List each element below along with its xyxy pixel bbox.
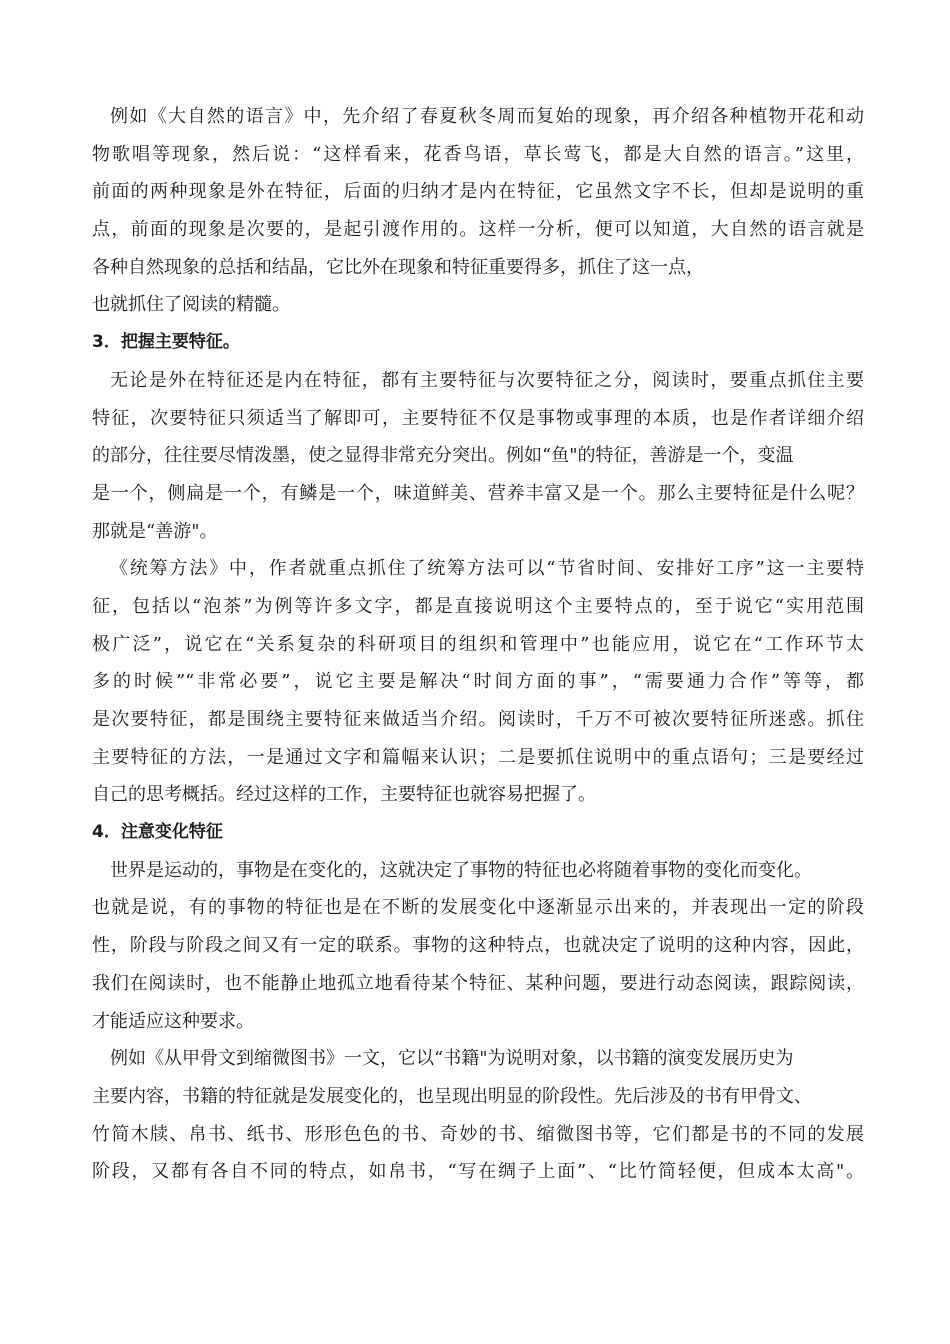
text-line: 阶段，又都有各自不同的特点，如帛书，“写在绸子上面”、“比竹简轻便，但成本太高"。 [92, 1161, 864, 1183]
paragraph [92, 852, 864, 1040]
paragraph [92, 1040, 864, 1191]
text-line: 《统筹方法》中，作者就重点抓住了统筹方法可以“节省时间、安排好工序”这一主要特 [110, 558, 864, 580]
text-line: 是一个，侧扁是一个，有鳞是一个，味道鲜美、营养丰富又是一个。那么主要特征是什么呢？ [92, 482, 864, 504]
text-line: 主要内容，书籍的特征就是发展变化的，也呈现出明显的阶段性。先后涉及的书有甲骨文、 [92, 1085, 812, 1107]
document-page [92, 98, 864, 1191]
text-line: 竹简木牍、帛书、纸书、形形色色的书、奇妙的书、缩微图书等，它们都是书的不同的发展 [92, 1123, 864, 1145]
paragraph [92, 550, 864, 814]
text-line: 我们在阅读时，也不能静止地孤立地看待某个特征、某种问题，要进行动态阅读，跟踪阅读， [92, 972, 864, 994]
text-line: 征，包括以“泡茶”为例等许多文字，都是直接说明这个主要特点的，至于说它“实用范围 [92, 595, 864, 617]
text-line: 性，阶段与阶段之间又有一定的联系。事物的这种特点，也就决定了说明的这种内容，因此， [92, 935, 864, 957]
paragraph [92, 98, 864, 324]
text-line: 自己的思考概括。经过这样的工作，主要特征也就容易把握了。 [92, 784, 596, 806]
text-line: 极广泛”，说它在“关系复杂的科研项目的组织和管理中”也能应用，说它在“工作环节太 [92, 633, 864, 655]
section-heading: 3．把握主要特征。 [92, 332, 240, 353]
text-line: 例如《大自然的语言》中，先介绍了春夏秋冬周而复始的现象，再介绍各种植物开花和动 [110, 106, 864, 127]
text-line: 特征，次要特征只须适当了解即可，主要特征不仅是事物或事理的本质，也是作者详细介绍 [92, 407, 864, 429]
text-line: 多的时候”“非常必要”，说它主要是解决“时间方面的事”，“需要通力合作”等等，都 [92, 671, 864, 693]
section-heading: 4．注意变化特征 [92, 822, 223, 843]
text-line: 物歌唱等现象，然后说：“这样看来，花香鸟语，草长莺飞，都是大自然的语言。”这里， [92, 143, 864, 165]
text-line: 也就抓住了阅读的精髓。 [92, 294, 290, 316]
text-line: 无论是外在特征还是内在特征，都有主要特征与次要特征之分，阅读时，要重点抓住主要 [110, 369, 864, 391]
text-line: 也就是说，有的事物的特征也是在不断的发展变化中逐渐显示出来的，并表现出一定的阶段 [92, 897, 864, 919]
text-line: 是次要特征，都是围绕主要特征来做适当介绍。阅读时，千万不可被次要特征所迷惑。抓住 [92, 709, 864, 730]
text-line: 前面的两种现象是外在特征，后面的归纳才是内在特征，它虽然文字不长，但却是说明的重 [92, 181, 864, 203]
text-line: 点，前面的现象是次要的，是起引渡作用的。这样一分析，便可以知道，大自然的语言就是 [92, 219, 864, 241]
text-line: 主要特征的方法，一是通过文字和篇幅来认识；二是要抓住说明中的重点语句；三是要经过 [92, 746, 864, 768]
text-line: 例如《从甲骨文到缩微图书》一文，它以“书籍"为说明对象，以书籍的演变发展历史为 [110, 1048, 794, 1070]
text-line: 才能适应这种要求。 [92, 1010, 254, 1032]
text-line: 的部分，往往要尽情泼墨，使之显得非常充分突出。例如“鱼"的特征，善游是一个，变温 [92, 445, 794, 467]
text-line: 那就是“善游"。 [92, 520, 218, 542]
text-line: 世界是运动的，事物是在变化的，这就决定了事物的特征也必将随着事物的变化而变化。 [110, 859, 812, 881]
paragraph [92, 362, 864, 550]
text-line: 各种自然现象的总括和结晶，它比外在现象和特征重要得多，抓住了这一点， [92, 256, 704, 278]
